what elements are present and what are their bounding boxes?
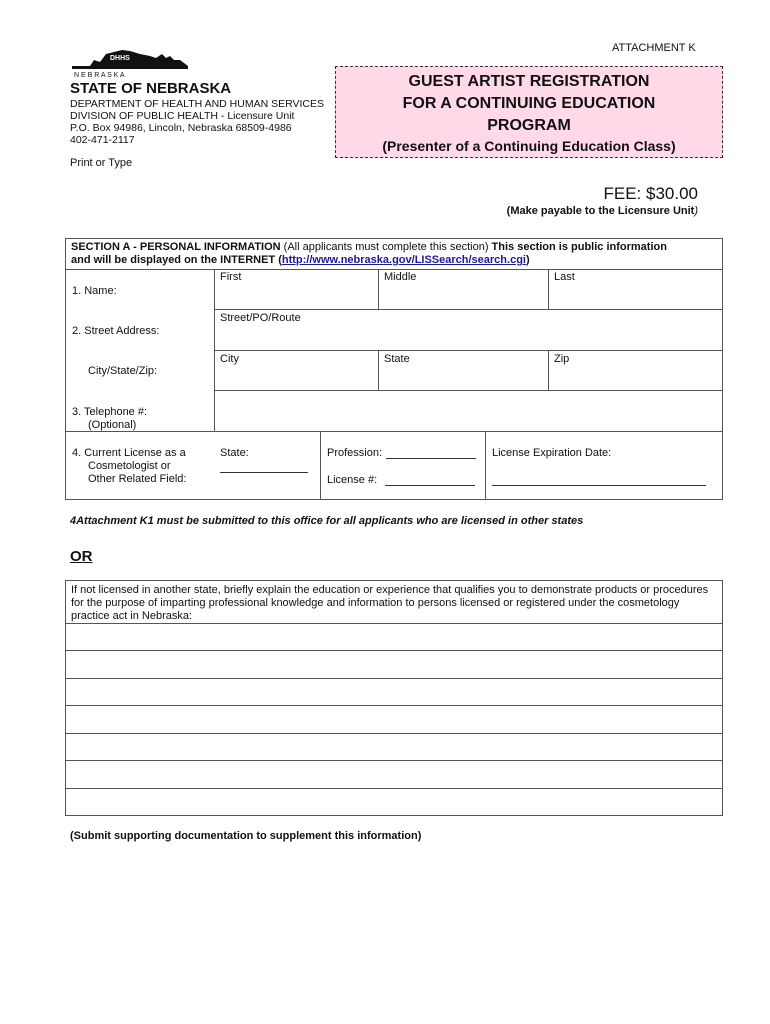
or-label: OR <box>70 548 93 565</box>
zip-label: Zip <box>554 353 570 365</box>
dept-line-1: DEPARTMENT OF HEALTH AND HUMAN SERVICES <box>70 98 324 110</box>
license-number-field[interactable] <box>385 474 475 486</box>
form-title-line-1: GUEST ARTIST REGISTRATION <box>408 73 650 90</box>
logo-text: DHHS <box>110 55 130 62</box>
name-first-label: First <box>220 271 242 283</box>
street-address-label: 2. Street Address: <box>72 325 160 337</box>
telephone-optional: (Optional) <box>88 419 137 431</box>
dept-line-3: P.O. Box 94986, Lincoln, Nebraska 68509-4986 <box>70 122 292 134</box>
form-title-line-2: FOR A CONTINUING EDUCATION <box>402 95 656 112</box>
license-number-label: License #: <box>327 474 378 486</box>
license-label-3: Other Related Field: <box>88 473 187 485</box>
expiration-field[interactable] <box>492 474 706 486</box>
dept-line-2: DIVISION OF PUBLIC HEALTH - Licensure Unit <box>70 110 295 122</box>
explanation-prompt: If not licensed in another state, briefly explain the education or experience that qualifies you to demonstrate products or procedures for the purpose of imparting professional knowledge and information to persons licensed or registered under the cosmetology practice act in Nebraska: <box>71 584 709 622</box>
license-state-label: State: <box>220 447 249 459</box>
fee-label: FEE: $30.00 <box>603 184 698 203</box>
license-label-1: 4. Current License as a <box>72 447 186 459</box>
name-middle-label: Middle <box>384 271 417 283</box>
payable-note: (Make payable to the Licensure Unit) <box>506 205 698 217</box>
state-label: State <box>384 353 410 365</box>
name-label: 1. Name: <box>72 285 117 297</box>
form-title-box <box>335 66 723 158</box>
dhhs-nebraska-logo <box>70 46 190 78</box>
section-a-heading: SECTION A - PERSONAL INFORMATION (All applicants must complete this section) This section is public information and will be displayed on the INTERNET (http://www.nebraska.gov/LISSearch/search.cgi) <box>71 241 667 266</box>
form-title-line-3: PROGRAM <box>487 117 571 134</box>
submit-documentation-note: (Submit supporting documentation to supplement this information) <box>70 830 422 842</box>
lis-search-link[interactable]: http://www.nebraska.gov/LISSearch/search.cgi <box>281 254 526 266</box>
telephone-label: 3. Telephone #: <box>72 406 148 418</box>
name-last-label: Last <box>554 271 575 283</box>
license-state-field[interactable] <box>220 461 308 473</box>
expiration-label: License Expiration Date: <box>492 447 612 459</box>
logo-state: N E B R A S K A <box>74 72 125 78</box>
street-hint: Street/PO/Route <box>220 312 301 324</box>
city-label: City <box>220 353 239 365</box>
attachment-k1-note: 4Attachment K1 must be submitted to this office for all applicants who are licensed in other states <box>70 515 584 527</box>
profession-field[interactable] <box>386 447 476 459</box>
profession-label: Profession: <box>327 447 383 459</box>
license-label-2: Cosmetologist or <box>88 460 171 472</box>
dept-line-4: 402-471-2117 <box>70 134 135 146</box>
state-title: STATE OF NEBRASKA <box>70 80 232 97</box>
city-state-zip-label: City/State/Zip: <box>88 365 158 377</box>
attachment-label: ATTACHMENT K <box>612 42 696 54</box>
form-subtitle: (Presenter of a Continuing Education Class) <box>382 138 676 154</box>
print-or-type: Print or Type <box>70 157 133 169</box>
